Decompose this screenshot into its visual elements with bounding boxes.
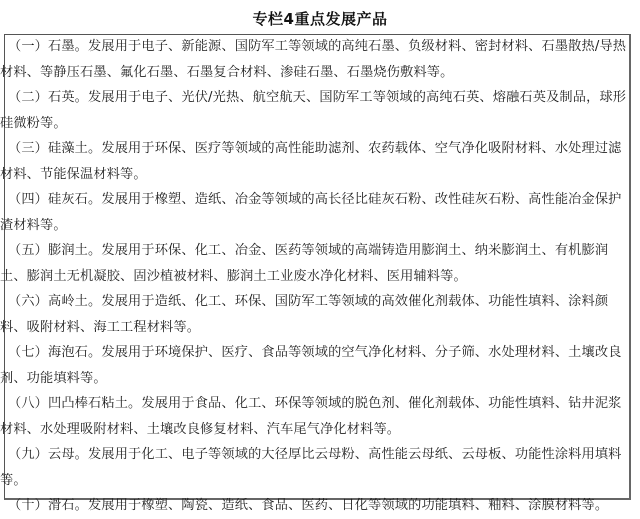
list-item-kaolin: （六）高岭土。发展用于造纸、化工、环保、国防军工等领域的高效催化剂载体、功能性填料、涂料颜料、吸附材料、海工工程材料等。 [0, 294, 609, 335]
list-item-talc: （十）滑石。发展用于橡塑、陶瓷、造纸、食品、医药、日化等领域的功能填料、釉料、涂膜材料等。 [8, 498, 609, 513]
list-item-graphite: （一）石墨。发展用于电子、新能源、国防军工等领域的高纯石墨、负级材料、密封材料、石墨散热/导热材料、等静压石墨、氟化石墨、石墨复合材料、渗硅石墨、石墨烧伤敷料等。 [0, 39, 627, 80]
page-title: 专栏4重点发展产品 [252, 10, 388, 28]
list-item-bentonite: （五）膨润土。发展用于环保、化工、冶金、医药等领域的高端铸造用膨润土、纳米膨润土、有机膨润土、膨润土无机凝胶、固沙植被材料、膨润土工业废水净化材料、医用辅料等。 [0, 243, 609, 284]
list-item-wollastonite: （四）硅灰石。发展用于橡塑、造纸、冶金等领域的高长径比硅灰石粉、改性硅灰石粉、高性能冶金保护渣材料等。 [0, 192, 622, 233]
list-item-attapulgite: （八）凹凸棒石粘土。发展用于食品、化工、环保等领域的脱色剂、催化剂载体、功能性填料、钻井泥浆材料、水处理吸附材料、土壤改良修复材料、汽车尾气净化材料等。 [0, 396, 622, 437]
list-item-mica: （九）云母。发展用于化工、电子等领域的大径厚比云母粉、高性能云母纸、云母板、功能性涂料用填料等。 [0, 447, 622, 488]
list-item-diatomite: （三）硅藻土。发展用于环保、医疗等领域的高性能助滤剂、农药载体、空气净化吸附材料、水处理过滤材料、节能保温材料等。 [0, 141, 622, 182]
list-item-sepiolite: （七）海泡石。发展用于环境保护、医疗、食品等领域的空气净化材料、分子筛、水处理材料、土壤改良剂、功能填料等。 [0, 345, 622, 386]
list-item-quartz: （二）石英。发展用于电子、光伏/光热、航空航天、国防军工等领域的高纯石英、熔融石英及制品，球形硅微粉等。 [0, 90, 627, 131]
product-list [0, 34, 632, 519]
